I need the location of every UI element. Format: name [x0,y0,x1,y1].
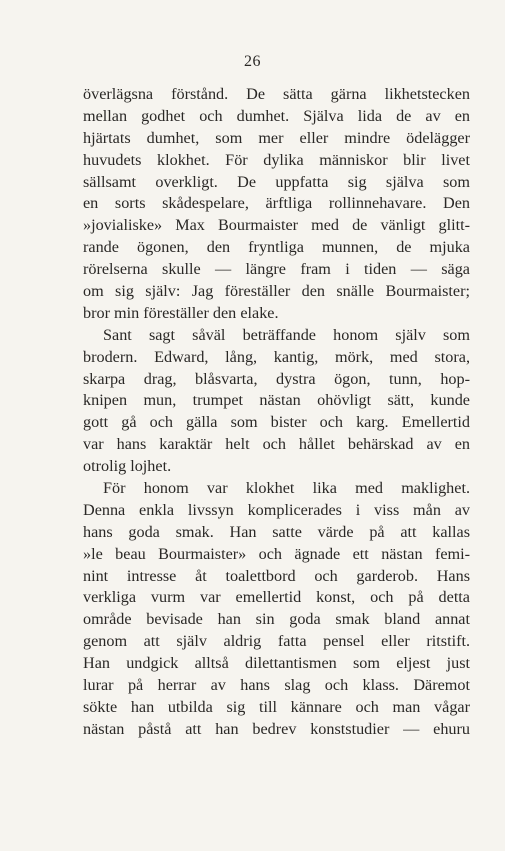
text-line: sökte han utbilda sig till kännare och man vågar [83,697,470,716]
text-line: nint intresse åt toalettbord och garderob. Hans [83,566,470,585]
text-line: nästan påstå att han bedrev konststudier — ehuru [83,719,470,738]
text-line: sällsamt overkligt. De uppfatta sig själva som [83,172,470,191]
text-line: huvudets klokhet. För dylika människor blir livet [83,150,470,169]
text-line: överlägsna förstånd. De sätta gärna likhetstecken [83,85,470,103]
text-line: För honom var klokhet lika med maklighet. [103,479,470,498]
text-line: område bevisade han sin goda smak bland annat [83,610,470,629]
text-line: »jovialiske» Max Bourmaister med de vänligt glitt- [83,216,470,235]
text-line: lurar på herrar av hans slag och klass. Däremot [83,676,470,695]
body-text [83,84,470,741]
page-number: 26 [244,53,261,70]
text-line: brodern. Edward, lång, kantig, mörk, med stora, [83,347,470,366]
text-line: verkliga vurm var emellertid konst, och på detta [83,588,470,607]
text-line: mellan godhet och dumhet. Själva lida de av en [83,106,470,125]
text-line: en sorts skådespelare, ärftliga rollinnehavare. Den [83,194,470,213]
text-line: Denna enkla livssyn komplicerades i viss mån av [83,500,470,519]
text-line: gott gå och gälla som bister och karg. Emellertid [83,413,470,432]
text-line: rande ögonen, den fryntliga munnen, de mjuka [83,238,470,257]
text-line: Sant sagt såväl beträffande honom själv som [103,325,470,344]
text-line: bror min föreställer den elake. [83,303,279,322]
text-line: var hans karaktär helt och hållet behärskad av en [83,435,470,454]
text-line: rörelserna skulle — längre fram i tiden — säga [83,260,470,279]
text-line: hjärtats dumhet, som mer eller mindre ödelägger [83,128,470,147]
text-line: knipen mun, trumpet nästan ohövligt sätt, kunde [83,391,470,410]
text-line: Han undgick alltså dilettantismen som eljest just [83,654,470,673]
text-line: om sig själv: Jag föreställer den snälle Bourmaister; [83,282,470,301]
text-line: skarpa drag, blåsvarta, dystra ögon, tunn, hop- [83,369,470,388]
text-line: otrolig lojhet. [83,457,172,476]
text-line: hans goda smak. Han satte värde på att kallas [83,522,470,541]
text-line: »le beau Bourmaister» och ägnade ett nästan femi- [83,544,470,563]
text-line: genom att själv aldrig fatta pensel eller ritstift. [83,632,470,651]
